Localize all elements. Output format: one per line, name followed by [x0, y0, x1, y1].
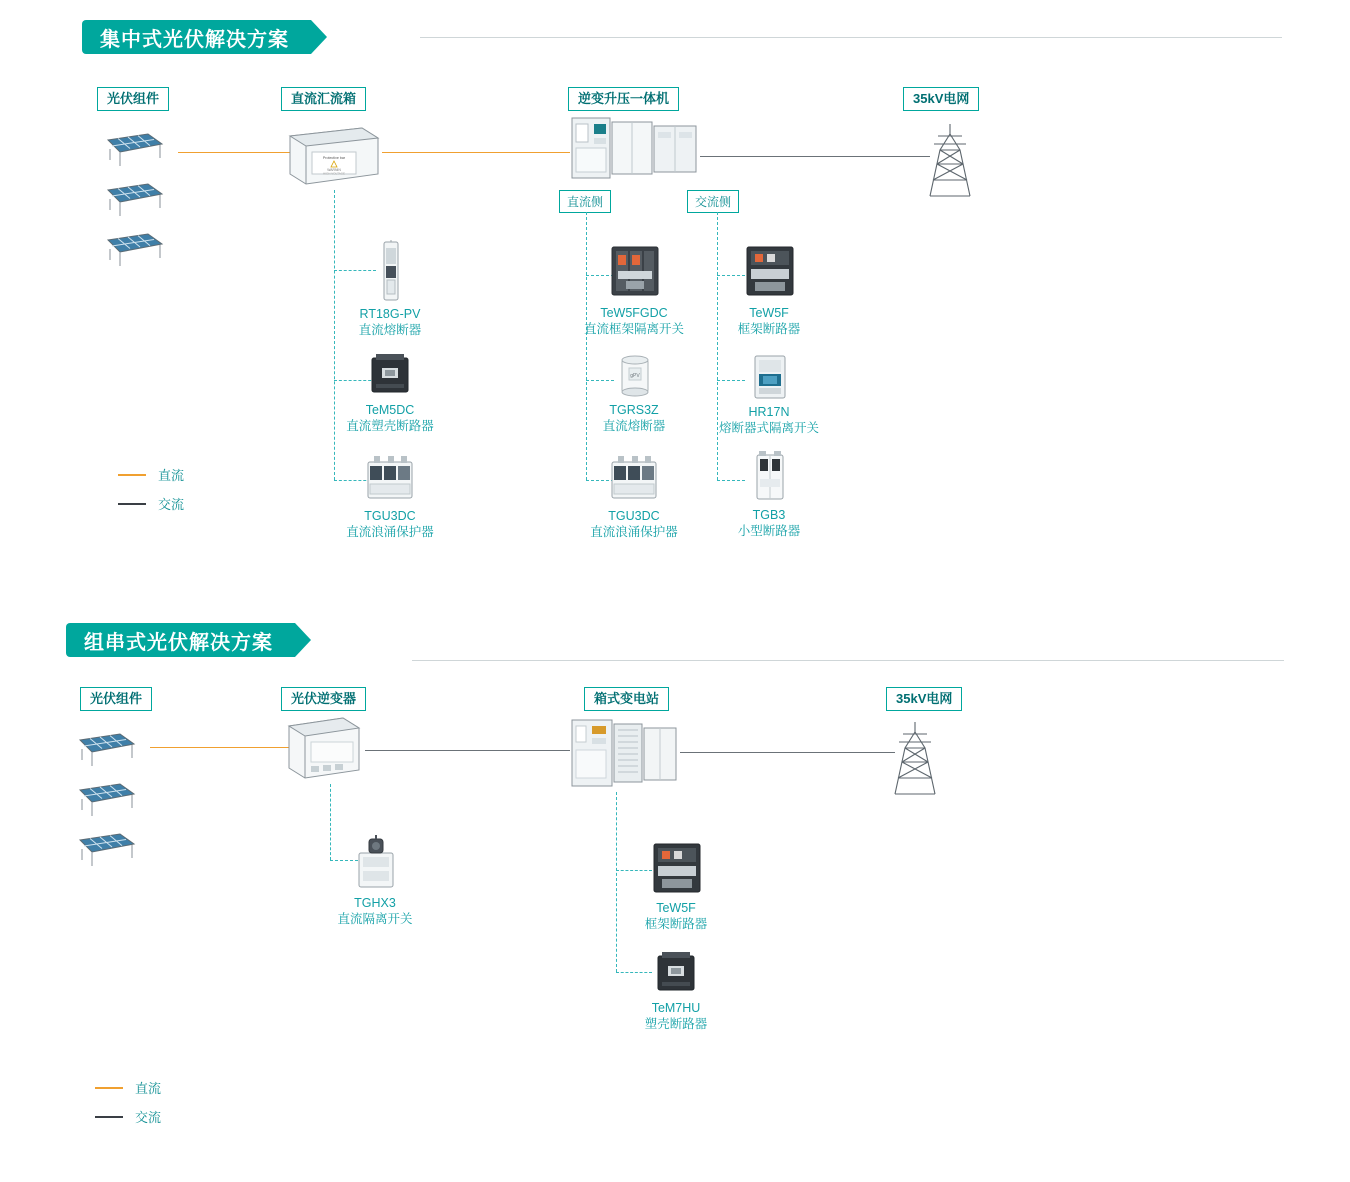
legend-swatch-dc	[95, 1087, 123, 1089]
legend-row-ac	[95, 1107, 161, 1126]
component-caption: TGHX3 直流隔离开关	[337, 896, 413, 926]
component-caption: TeW5FGDC 直流框架隔离开关	[583, 306, 684, 336]
ac-line-inverter-to-grid	[700, 156, 930, 157]
ac-line-inverter-to-substation	[365, 750, 570, 751]
stage-label-grid-35kv: 35kV电网	[903, 87, 979, 111]
molded-case-breaker-icon	[596, 950, 756, 996]
fuse-switch-disconnector-icon	[689, 352, 849, 400]
component-tgu3dc-1[interactable]	[310, 452, 470, 540]
component-caption: TGRS3Z 直流熔断器	[602, 403, 666, 433]
component-tew5f[interactable]	[689, 243, 849, 337]
component-caption: TeW5F 框架断路器	[644, 901, 708, 931]
legend-swatch-ac	[118, 503, 146, 505]
air-circuit-breaker-icon	[689, 243, 849, 301]
molded-case-breaker-icon	[310, 352, 470, 398]
section-banner-centralized	[82, 20, 311, 54]
legend-centralized	[118, 465, 184, 523]
rotary-isolator-icon	[295, 835, 455, 891]
svg-text:HIGH VOLTAGE: HIGH VOLTAGE	[322, 171, 346, 176]
component-tghx3[interactable]	[295, 835, 455, 927]
stage-label-grid-35kv-2: 35kV电网	[886, 687, 962, 711]
dc-line-pv-to-inverter-2	[150, 747, 290, 748]
dc-line-pv-to-combiner	[178, 152, 290, 153]
svg-text:Protective bar: Protective bar	[322, 156, 346, 160]
stage-label-box-substation: 箱式变电站	[584, 687, 669, 711]
inverter-transformer-unit-icon	[570, 112, 700, 184]
component-caption: TeM7HU 塑壳断路器	[644, 1001, 708, 1031]
transmission-tower-icon	[920, 120, 980, 200]
air-circuit-breaker-icon	[596, 840, 756, 896]
section-title-centralized: 集中式光伏解决方案	[82, 20, 311, 54]
component-tgb3[interactable]	[689, 449, 849, 539]
stage-label-pv-module: 光伏组件	[97, 87, 169, 111]
component-tew5f-2[interactable]	[596, 840, 756, 932]
stage-label-pv-module-2: 光伏组件	[80, 687, 152, 711]
component-caption: TGU3DC 直流浪涌保护器	[346, 509, 434, 539]
stage-label-pv-inverter: 光伏逆变器	[281, 687, 366, 711]
section-rule-string	[412, 660, 1284, 661]
component-rt18g-pv[interactable]	[310, 240, 470, 338]
fuse-holder-icon	[310, 240, 470, 302]
miniature-breaker-icon	[689, 449, 849, 503]
ac-line-substation-to-grid	[680, 752, 895, 753]
side-label-dc: 直流侧	[559, 190, 611, 213]
legend-label-ac: 交流	[158, 497, 185, 512]
legend-string	[95, 1078, 161, 1136]
legend-label-ac: 交流	[135, 1110, 162, 1125]
dc-combiner-box-icon	[286, 122, 382, 190]
section-title-string: 组串式光伏解决方案	[66, 623, 295, 657]
legend-swatch-dc	[118, 474, 146, 476]
legend-row-dc	[95, 1078, 161, 1097]
transmission-tower-icon	[885, 718, 945, 798]
component-caption: TGB3 小型断路器	[737, 508, 801, 538]
svg-text:WARNIN: WARNIN	[327, 168, 341, 172]
component-tem7hu[interactable]	[596, 950, 756, 1032]
component-tem5dc[interactable]	[310, 352, 470, 434]
section-rule-centralized	[420, 37, 1282, 38]
component-hr17n[interactable]	[689, 352, 849, 436]
box-substation-icon	[570, 710, 680, 792]
legend-row-dc	[118, 465, 184, 484]
component-caption: RT18G-PV 直流熔断器	[358, 307, 422, 337]
side-label-ac: 交流侧	[687, 190, 739, 213]
svg-text:gPV: gPV	[630, 373, 640, 379]
pv-inverter-icon	[285, 712, 365, 784]
surge-protector-icon	[310, 452, 470, 504]
component-caption: TeW5F 框架断路器	[737, 306, 801, 336]
legend-label-dc: 直流	[135, 1081, 162, 1096]
stage-label-dc-combiner-box: 直流汇流箱	[281, 87, 366, 111]
legend-swatch-ac	[95, 1116, 123, 1118]
pv-module-array-icon	[72, 722, 152, 872]
stage-label-inverter-transformer-unit: 逆变升压一体机	[568, 87, 679, 111]
component-caption: TGU3DC 直流浪涌保护器	[590, 509, 678, 539]
legend-row-ac	[118, 494, 184, 513]
component-caption: TeM5DC 直流塑壳断路器	[346, 403, 434, 433]
legend-label-dc: 直流	[158, 468, 185, 483]
pv-module-array-icon	[100, 122, 180, 272]
section-banner-string	[66, 623, 295, 657]
component-caption: HR17N 熔断器式隔离开关	[718, 405, 819, 435]
dc-line-combiner-to-inverter	[382, 152, 570, 153]
